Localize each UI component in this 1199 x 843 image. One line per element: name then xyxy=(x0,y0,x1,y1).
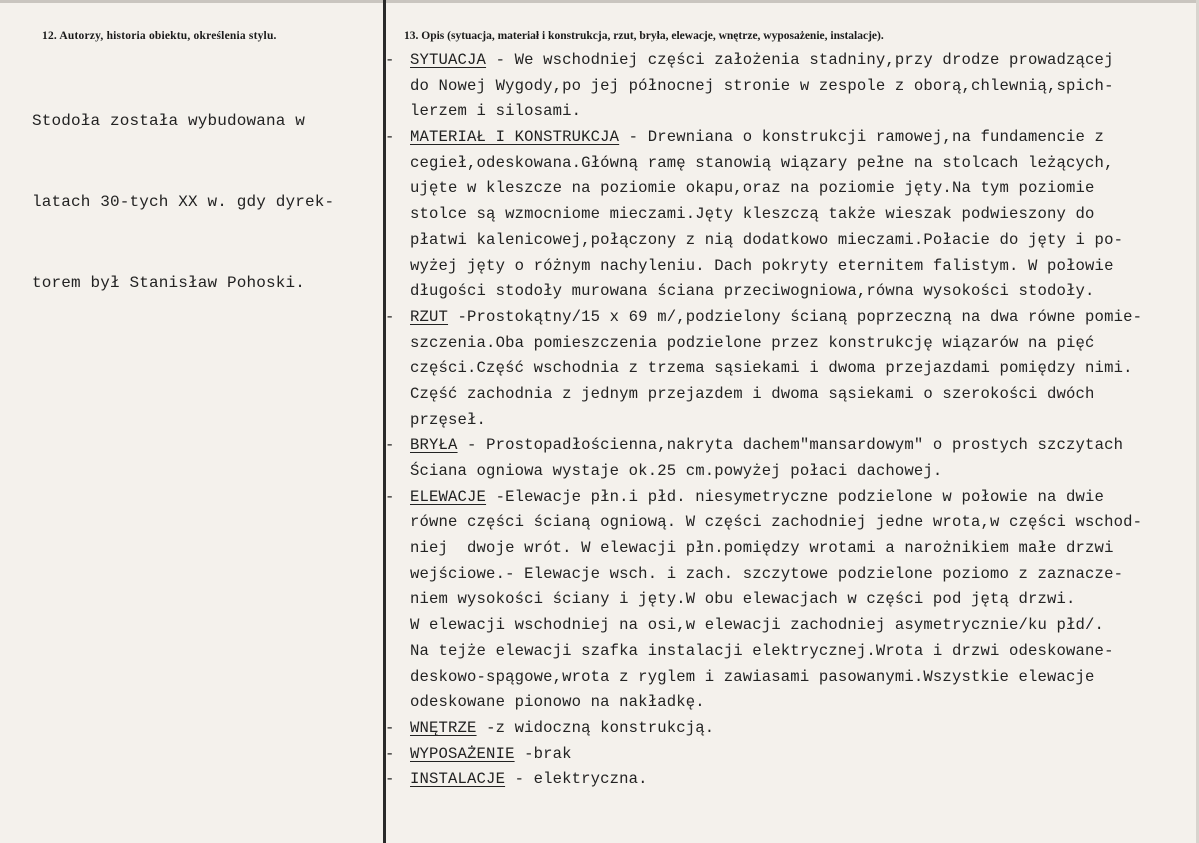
line-text: szczenia.Oba pomieszczenia podzielone przez konstrukcję wiązarów na pięć xyxy=(410,333,1095,352)
section-title: INSTALACJE xyxy=(410,770,506,789)
card-top-edge xyxy=(0,0,1199,3)
text-line xyxy=(410,176,1142,202)
text-line xyxy=(410,99,1142,125)
line-text: - elektryczna. xyxy=(505,770,648,789)
text-line xyxy=(410,228,1142,254)
text-line xyxy=(410,690,1142,716)
description-text xyxy=(385,48,1143,793)
line-text: przęseł. xyxy=(410,410,487,429)
section-line xyxy=(385,433,1142,459)
text-line xyxy=(410,613,1142,639)
section-dash-marker: - xyxy=(385,436,395,455)
text-line xyxy=(410,382,1142,408)
text-line xyxy=(410,587,1142,613)
section-title: RZUT xyxy=(410,307,449,326)
text-line xyxy=(410,459,1142,485)
text-line xyxy=(410,408,1142,434)
section-line xyxy=(385,305,1143,331)
section-dash-marker: - xyxy=(385,487,395,506)
text-line: Stodoła została wybudowana w xyxy=(32,112,306,130)
section-title: MATERIAŁ I KONSTRUKCJA xyxy=(410,128,620,147)
text-line: latach 30-tych XX w. gdy dyrek- xyxy=(32,193,335,211)
line-text: niem wysokości ściany i jęty.W obu elewacjach w części pod jętą drzwi. xyxy=(410,590,1076,609)
line-text: -Elewacje płn.i płd. niesymetryczne podzielone w połowie na dwie xyxy=(486,487,1105,506)
right-column-header: 13. Opis (sytuacja, materiał i konstrukcja, rzut, bryła, elewacje, wnętrze, wyposażenie, instalacje). xyxy=(404,30,884,42)
authors-history-text xyxy=(32,54,334,324)
section-title: WNĘTRZE xyxy=(410,718,477,737)
line-text: płatwi kalenicowej,połączony z nią dodatkowo mieczami.Połacie do jęty i po- xyxy=(410,230,1124,249)
text-line xyxy=(410,562,1142,588)
text-line xyxy=(410,536,1142,562)
text-line xyxy=(410,331,1142,357)
section-dash-marker: - xyxy=(385,770,395,789)
line-text: lerzem i silosami. xyxy=(410,102,582,121)
line-text: -Prostokątny/15 x 69 m/,podzielony ścianą poprzeczną na dwa równe pomie- xyxy=(448,307,1143,326)
line-text: niej dwoje wrót. W elewacji płn.pomiędzy wrotami a narożnikiem małe drzwi xyxy=(410,539,1114,558)
text-line xyxy=(410,279,1142,305)
section-line xyxy=(385,48,1142,74)
section-line xyxy=(385,716,1142,742)
section-line xyxy=(385,125,1142,151)
text-line xyxy=(410,254,1142,280)
line-text: Na tejże elewacji szafka instalacji elektrycznej.Wrota i drzwi odeskowane- xyxy=(410,641,1114,660)
section-line xyxy=(385,742,1142,768)
section-dash-marker: - xyxy=(385,128,395,147)
line-text: wejściowe.- Elewacje wsch. i zach. szczytowe podzielone poziomo z zaznacze- xyxy=(410,564,1124,583)
section-dash-marker: - xyxy=(385,744,395,763)
section-title: ELEWACJE xyxy=(410,487,487,506)
line-text: W elewacji wschodniej na osi,w elewacji zachodniej asymetrycznie/ku płd/. xyxy=(410,616,1105,635)
section-title: WYPOSAŻENIE xyxy=(410,744,515,763)
section-dash-marker: - xyxy=(385,307,395,326)
line-text: - Drewniana o konstrukcji ramowej,na fundamencie z xyxy=(619,128,1105,147)
text-line xyxy=(410,151,1142,177)
line-text: - We wschodniej części założenia stadniny,przy drodze prowadzącej xyxy=(486,51,1114,69)
text-line xyxy=(410,356,1142,382)
line-text: Ściana ogniowa wystaje ok.25 cm.powyżej połaci dachowej. xyxy=(410,462,943,480)
text-line xyxy=(410,74,1142,100)
line-text: Część zachodnia z jednym przejazdem i dwoma sąsiekami o szerokości dwóch xyxy=(410,384,1095,403)
line-text: -z widoczną konstrukcją. xyxy=(476,718,715,737)
line-text: długości stodoły murowana ściana przeciwogniowa,równa wysokości stodoły. xyxy=(410,282,1095,301)
line-text: stolce są wzmocniome mieczami.Jęty kleszczą także wieszak podwieszony do xyxy=(410,205,1095,224)
section-line xyxy=(385,767,1142,793)
line-text: części.Część wschodnia z trzema sąsiekami i dwoma przejazdami pomiędzy nimi. xyxy=(410,359,1133,378)
text-line xyxy=(410,202,1142,228)
section-title: BRYŁA xyxy=(410,436,458,455)
line-text: ujęte w kleszcze na poziomie okapu,oraz na poziomie jęty.Na tym poziomie xyxy=(410,179,1095,198)
section-title: SYTUACJA xyxy=(410,51,487,69)
line-text: równe części ścianą ogniową. W części zachodniej jedne wrota,w części wschod- xyxy=(410,513,1143,532)
left-column-header: 12. Autorzy, historia obiektu, określenia stylu. xyxy=(42,30,277,42)
section-dash-marker: - xyxy=(385,718,395,737)
text-line xyxy=(410,639,1142,665)
line-text: deskowo-spągowe,wrota z ryglem i zawiasami pasowanymi.Wszystkie elewacje xyxy=(410,667,1095,686)
line-text: odeskowane pionowo na nakładkę. xyxy=(410,693,705,712)
section-line xyxy=(385,485,1142,511)
line-text: do Nowej Wygody,po jej północnej stronie w zespole z oborą,chlewnią,spich- xyxy=(410,76,1114,95)
text-line xyxy=(410,665,1142,691)
line-text: -brak xyxy=(514,744,572,763)
text-line: torem był Stanisław Pohoski. xyxy=(32,274,306,292)
section-dash-marker: - xyxy=(385,51,395,69)
line-text: wyżej jęty o różnym nachyleniu. Dach pokryty eternitem falistym. W połowie xyxy=(410,256,1114,275)
line-text: - Prostopadłościenna,nakryta dachem"mansardowym" o prostych szczytach xyxy=(457,436,1124,455)
text-line xyxy=(410,510,1142,536)
line-text: cegieł,odeskowana.Główną ramę stanowią wiązary pełne na stolcach leżących, xyxy=(410,153,1114,172)
